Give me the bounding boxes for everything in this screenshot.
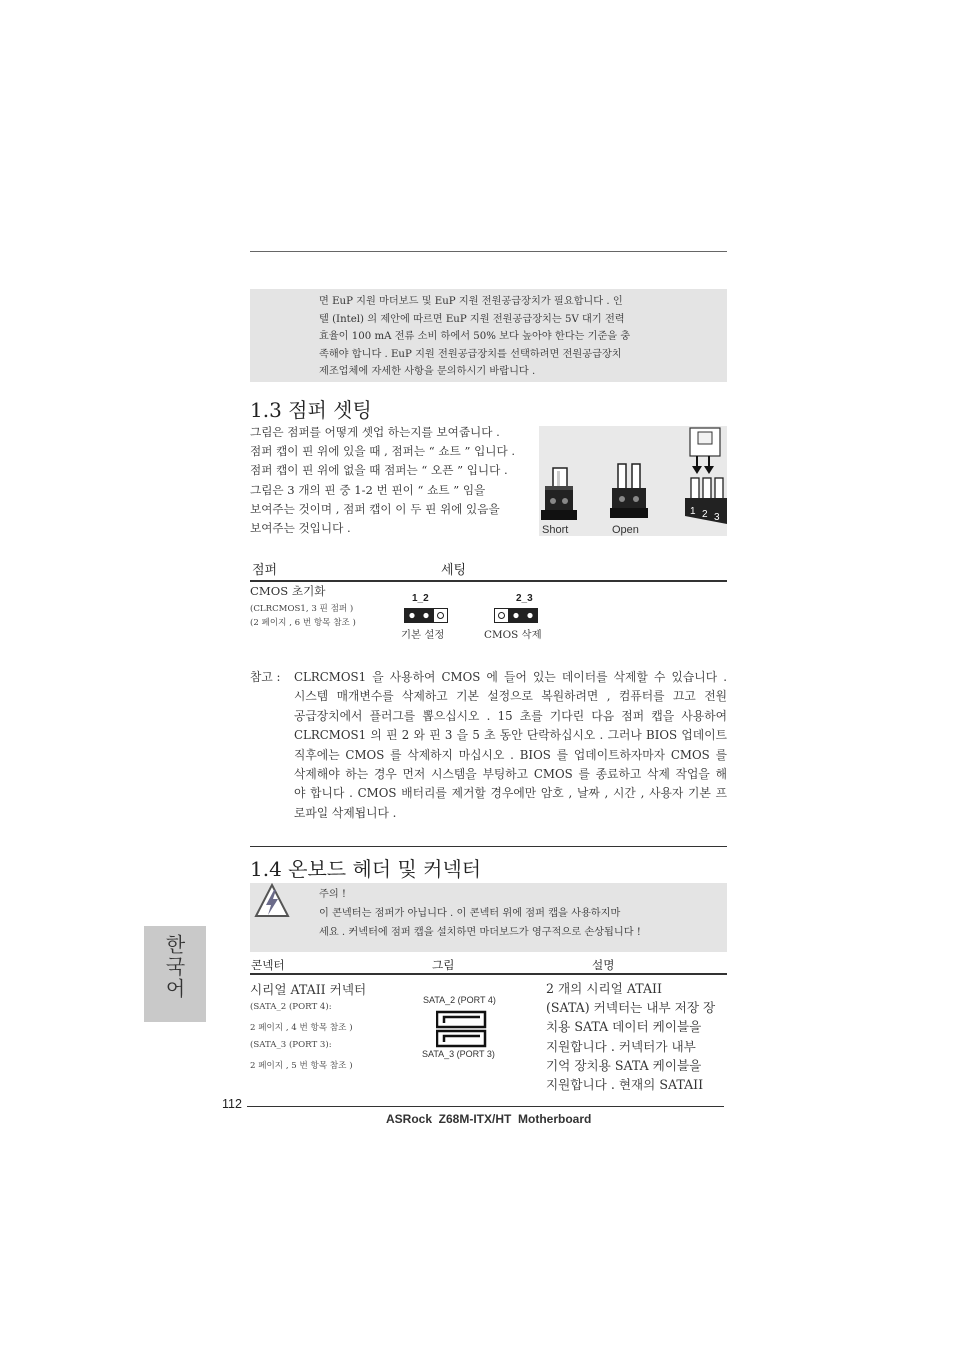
- sata-description: [546, 979, 715, 1094]
- jumper-illustration-svg: [539, 426, 727, 536]
- caution-text: [319, 885, 641, 943]
- connector-table-rule: [250, 973, 727, 975]
- three-pin-jumper-icon: [685, 428, 727, 524]
- table-header-setting: 세팅: [441, 563, 467, 578]
- opt1-pin-label: 1_2: [412, 593, 429, 604]
- top-rule: [250, 251, 727, 252]
- jumper-intro-text: [250, 423, 540, 538]
- footer-rule: [247, 1106, 724, 1107]
- cmos-row-sub2: (2 페이지 , 6 번 항목 참조 ): [250, 618, 356, 628]
- opt2-caption: CMOS 삭제: [484, 629, 542, 641]
- eup-notice-line: 제조업체에 자세한 사항을 문의하시기 바랍니다 .: [319, 366, 536, 378]
- sata-row-sub1: (SATA_2 (PORT 4):: [250, 1002, 332, 1012]
- sata-row-sub2: 2 페이지 , 4 번 항목 참조 ): [250, 1023, 353, 1033]
- eup-notice-line: 족해야 합니다 . EuP 지원 전원공급장치를 선택하려면 전원공급장치: [319, 348, 622, 360]
- sata-connector-icon: [436, 1010, 488, 1052]
- sata-desc-line: (SATA) 커넥터는 내부 저장 장: [546, 1000, 716, 1016]
- sata3-figure-label: SATA_3 (PORT 3): [422, 1049, 495, 1059]
- opt1-caption: 기본 설정: [401, 629, 445, 641]
- cmos-row-sub1: (CLRCMOS1, 3 핀 점퍼 ): [250, 604, 354, 614]
- open-label: Open: [612, 524, 639, 536]
- eup-notice-line: 텔 (Intel) 의 제안에 따르면 EuP 지원 전원공급장치는 5V 대기 전력: [319, 313, 625, 325]
- note-line: 로파일 삭제됩니다 .: [294, 805, 397, 820]
- sata2-figure-label: SATA_2 (PORT 4): [423, 995, 496, 1005]
- jumper-intro-line: 점퍼 캡이 핀 위에 있을 때 , 점퍼는 “ 쇼트 ” 입니다 .: [250, 444, 516, 459]
- note-line: 삭제해야 하는 경우 먼저 시스템을 부팅하고 CMOS 를 종료하고 삭제 작업을 해: [294, 767, 727, 782]
- clear-cmos-jumper-icon: [494, 608, 538, 627]
- jumper-intro-line: 보여주는 것이며 , 점퍼 캡이 이 두 핀 위에 있음을: [250, 501, 500, 516]
- short-label: Short: [542, 524, 569, 536]
- table-header-figure: 그림: [432, 958, 455, 972]
- sata-desc-line: 치용 SATA 데이터 케이블을: [546, 1019, 702, 1035]
- jumper-intro-line: 그림은 점퍼를 어떻게 셋업 하는지를 보여줍니다 .: [250, 425, 500, 439]
- language-side-tab-label: 한국어: [162, 934, 186, 1000]
- jumper-intro-line: 그림은 3 개의 핀 중 1-2 번 핀이 “ 쇼트 ” 임을: [250, 482, 486, 497]
- note-label: 참고 :: [250, 670, 281, 684]
- page-number: 112: [222, 1097, 242, 1111]
- footer-product: ASRock Z68M-ITX/HT Motherboard: [386, 1112, 592, 1126]
- note-line: 직후에는 CMOS 를 삭제하지 마십시오 . BIOS 를 업데이트하자마자 CMOS 를: [294, 747, 727, 762]
- jumper-intro-line: 점퍼 캡이 핀 위에 없을 때 점퍼는 “ 오픈 ” 입니다 .: [250, 463, 508, 478]
- table-header-jumper: 점퍼: [252, 563, 278, 578]
- pin-number-1: 1: [690, 506, 696, 517]
- open-jumper-icon: [610, 464, 648, 518]
- jumper-illustration: [539, 426, 727, 536]
- caution-line: 세요 . 커넥터에 점퍼 캡을 설치하면 마더보드가 영구적으로 손상됩니다 !: [319, 927, 641, 939]
- sata-desc-line: 지원합니다 . 현재의 SATAII: [546, 1077, 704, 1093]
- jumper-intro-line: 보여주는 것입니다 .: [250, 521, 351, 536]
- caution-line: 주의 !: [319, 889, 347, 900]
- sata-desc-line: 지원합니다 . 커넥터가 내부: [546, 1038, 696, 1054]
- section-1-3-title: 1.3 점퍼 셋팅: [250, 398, 372, 422]
- eup-notice-line: 면 EuP 지원 마더보드 및 EuP 지원 전원공급장치가 필요합니다 . 인: [319, 296, 623, 307]
- note-line: 야 합니다 . CMOS 배터리를 제거할 경우에만 암호 , 날짜 , 시간 , 사용자 기본 프: [294, 786, 727, 801]
- cmos-row-name: CMOS 초기화: [250, 584, 326, 598]
- sata-desc-line: 2 개의 시리얼 ATAII: [546, 981, 663, 996]
- caution-line: 이 콘넥터는 점퍼가 아닙니다 . 이 콘넥터 위에 점퍼 캡을 사용하지마: [319, 908, 621, 920]
- note-line: 시스템 매개변수를 삭제하고 기본 설정으로 복원하려면 , 컴퓨터를 끄고 전원: [294, 689, 727, 704]
- table-header-connector: 콘넥터: [251, 958, 285, 972]
- pin-number-2: 2: [702, 509, 708, 520]
- default-setting-jumper-icon: [404, 608, 448, 627]
- note-line: 공급장치에서 플러그를 뽑으십시오 . 15 초를 기다린 다음 점퍼 캡을 사용하여: [294, 708, 727, 723]
- sata-row-sub4: 2 페이지 , 5 번 항목 참조 ): [250, 1061, 353, 1071]
- language-side-tab: [144, 926, 206, 1022]
- jumper-table-rule: [250, 580, 727, 582]
- section-1-4-title: 1.4 온보드 헤더 및 커넥터: [250, 857, 482, 881]
- eup-notice-box: [250, 289, 727, 382]
- sata-desc-line: 기억 장치용 SATA 케이블을: [546, 1057, 702, 1073]
- sata-row-sub3: (SATA_3 (PORT 3):: [250, 1040, 332, 1050]
- warning-icon: [254, 883, 290, 923]
- table-header-description: 설명: [592, 958, 615, 972]
- caution-box: [250, 883, 727, 952]
- note-line: CLRCMOS1 의 핀 2 와 핀 3 을 5 초 동안 단락하십시오 . 그러나 BIOS 업데이트: [294, 728, 727, 743]
- eup-notice-text: [319, 293, 719, 381]
- opt2-pin-label: 2_3: [516, 593, 533, 604]
- sata-row-name: 시리얼 ATAII 커넥터: [250, 982, 367, 997]
- note-line: CLRCMOS1 을 사용하여 CMOS 에 들어 있는 데이터를 삭제할 수 있습니다 .: [294, 670, 727, 684]
- pin-number-3: 3: [714, 512, 720, 523]
- note-body: [294, 668, 727, 823]
- short-jumper-icon: [541, 468, 577, 520]
- section-1-4-rule: [250, 846, 727, 847]
- eup-notice-line: 효율이 100 mA 전류 소비 하에서 50% 보다 높아야 한다는 기준을 충: [319, 331, 631, 343]
